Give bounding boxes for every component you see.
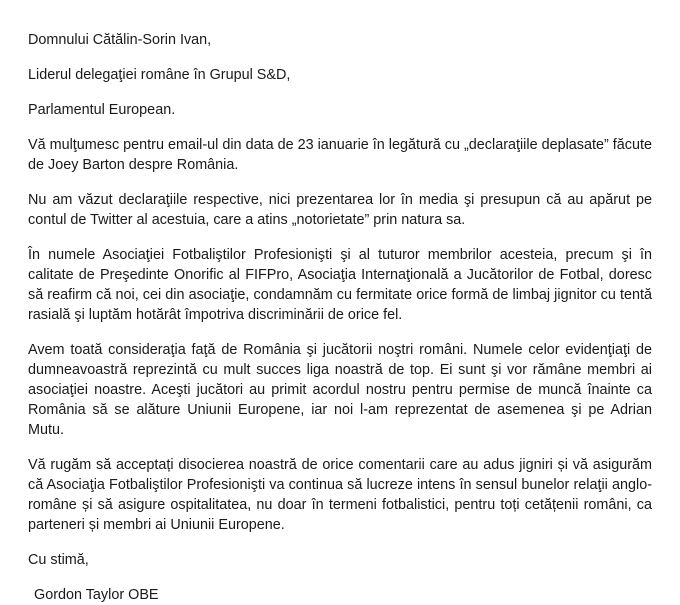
salutation-line-recipient: Domnului Cătălin-Sorin Ivan, <box>28 32 212 48</box>
signature-name: Gordon Taylor OBE <box>34 587 159 603</box>
salutation-line-role: Liderul delegaţiei române în Grupul S&D, <box>28 67 291 83</box>
closing-line: Cu stimă, <box>28 552 89 568</box>
body-paragraph-3: În numele Asociaţiei Fotbaliştilor Profesionişti şi al tuturor membrilor acesteia, precum şi în calitate de Preşedinte Onorific al FIFPro, Asociaţia Internaţională a Jucătorilor de Fotbal, doresc să reafirm că noi, cei din asociaţie, condamnăm cu fermitate orice formă de limbaj jignitor cu tentă rasială şi luptăm hotărât împotriva discriminării de orice fel. <box>28 247 652 323</box>
body-paragraph-5: Vă rugăm să acceptați disocierea noastră de orice comentarii care au adus jigniri și vă asigurăm că Asociaţia Fotbaliştilor Profesionişti va continua să lucreze intens în sensul bunelor relaţii anglo-române și să asigure ospitalitatea, nu doar în termeni fotbalistici, pentru toți cetățenii români, ca parteneri și membri ai Uniunii Europene. <box>28 457 652 533</box>
salutation-line-institution: Parlamentul European. <box>28 102 176 118</box>
body-paragraph-1: Vă mulţumesc pentru email-ul din data de 23 ianuarie în legătură cu „declaraţiile deplasate” făcute de Joey Barton despre România. <box>28 137 652 173</box>
body-paragraph-2: Nu am văzut declaraţiile respective, nici prezentarea lor în media şi presupun că au apărut pe contul de Twitter al acestuia, care a atins „notorietate” prin natura sa. <box>28 192 652 228</box>
body-paragraph-4: Avem toată consideraţia faţă de România şi jucătorii noştri români. Numele celor evidenţiaţi de dumneavoastră reprezintă cu mult succes liga noastră de top. Ei sunt şi vor rămâne membri ai asociaţiei noastre. Aceşti jucători au primit acordul nostru pentru permise de muncă înainte ca România să se alăture Uniunii Europene, iar noi l-am reprezentat de asemenea şi pe Adrian Mutu. <box>28 342 652 438</box>
